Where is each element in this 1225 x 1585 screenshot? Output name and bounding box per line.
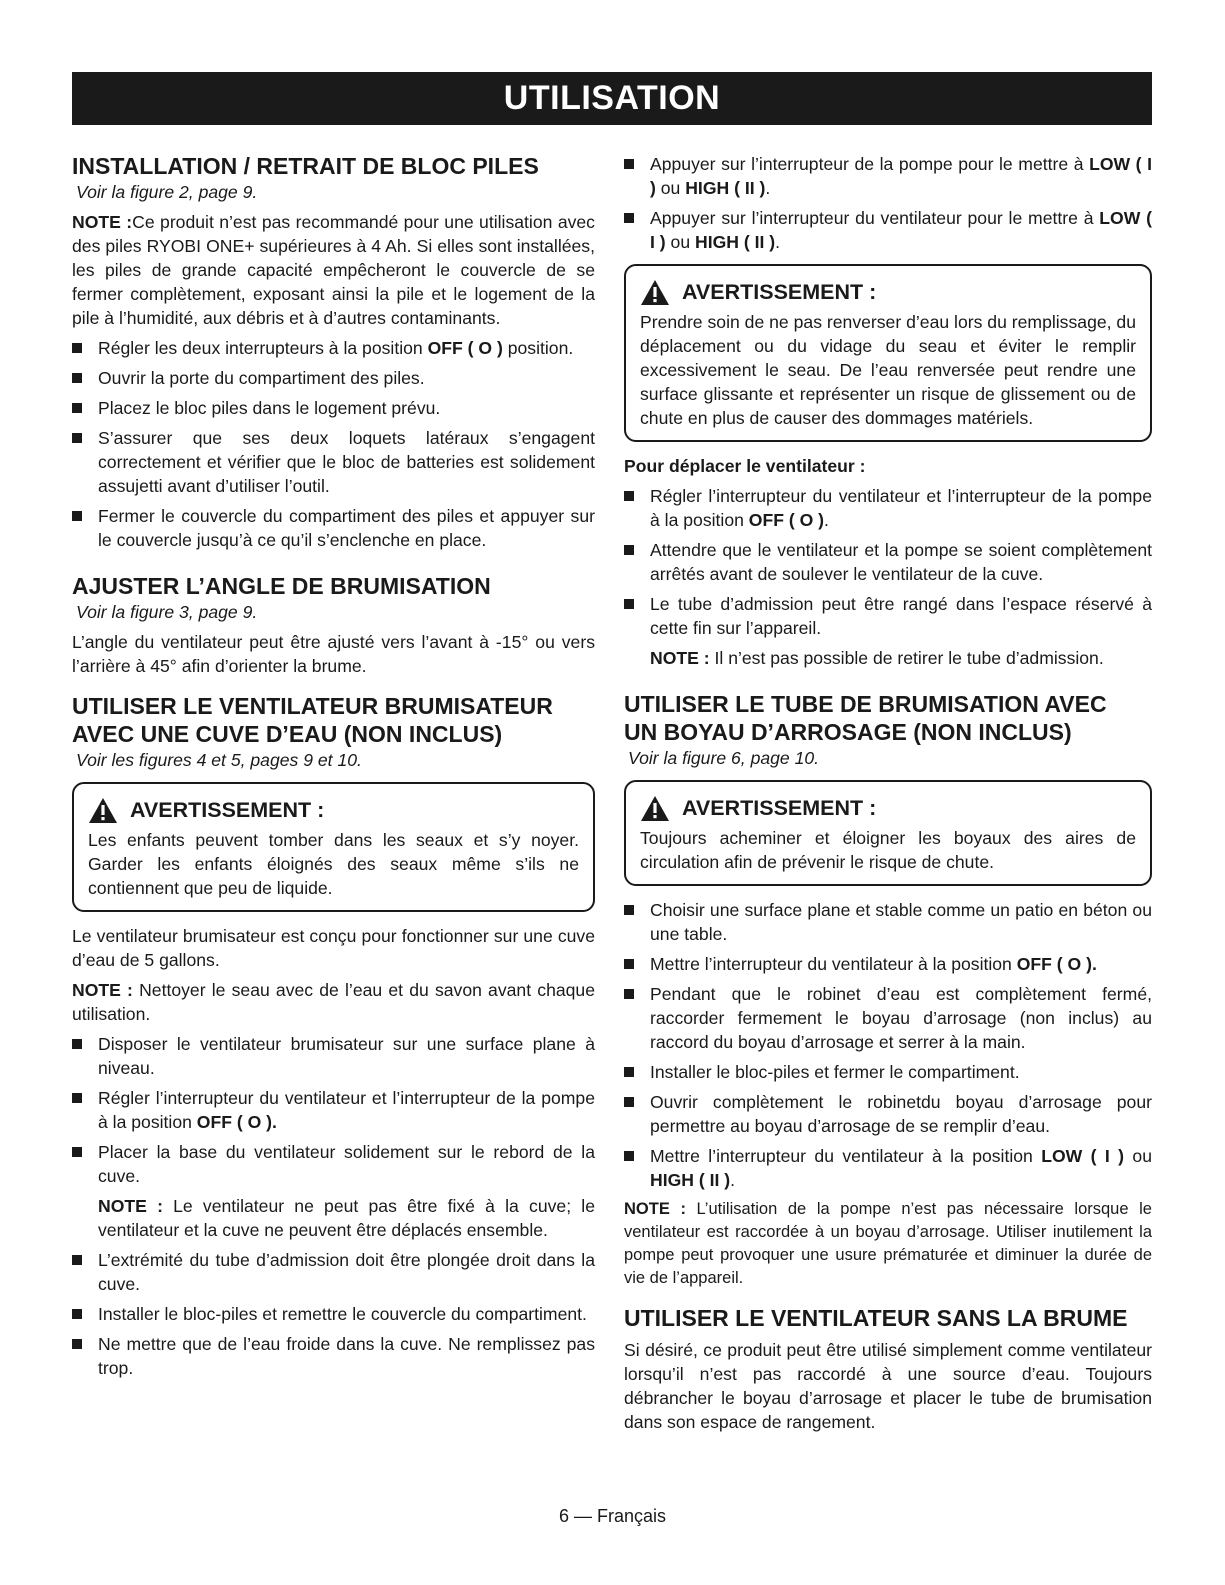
warning-header bbox=[640, 278, 1136, 306]
note-text: Le ventilateur ne peut pas être fixé à la cuve; le ventilateur et la cuve ne peuvent être déplacés ensemble. bbox=[98, 1196, 595, 1240]
square-bullet-icon bbox=[624, 989, 634, 999]
list-item bbox=[72, 1332, 595, 1380]
warning-box bbox=[624, 264, 1152, 442]
list-text: ou bbox=[1124, 1146, 1152, 1166]
heading-line: UN BOYAU D’ARROSAGE (NON INCLUS) bbox=[624, 719, 1072, 745]
note-label: NOTE : bbox=[72, 212, 133, 232]
list-text: Régler l’interrupteur du ventilateur et l’interrupteur de la pompe à la position bbox=[650, 486, 1152, 530]
heading-cuve bbox=[72, 692, 595, 748]
square-bullet-icon bbox=[624, 1151, 634, 1161]
list-text: Pendant que le robinet d’eau est complètement fermé, raccorder fermement le boyau d’arrosage (non inclus) au raccord du boyau d’arrosage et serrer à la main. bbox=[650, 984, 1152, 1052]
figure-reference: Voir les figures 4 et 5, pages 9 et 10. bbox=[76, 750, 362, 770]
switch-position: OFF ( O ). bbox=[196, 1112, 277, 1132]
list-text: Installer le bloc-piles et fermer le compartiment. bbox=[650, 1062, 1020, 1082]
list-text: Régler l’interrupteur du ventilateur et l’interrupteur de la pompe à la position bbox=[98, 1088, 595, 1132]
list-text: Choisir une surface plane et stable comme un patio en béton ou une table. bbox=[650, 900, 1152, 944]
list-item bbox=[72, 396, 595, 420]
heading-line: UTILISER LE VENTILATEUR BRUMISATEUR bbox=[72, 693, 553, 719]
paragraph: Si désiré, ce produit peut être utilisé simplement comme ventilateur lorsqu’il n’est pas raccordé à une source d’eau. Toujours débrancher le boyau d’arrosage et placer le tube de brumisation dans son espace de rangement. bbox=[624, 1340, 1152, 1432]
warning-triangle-icon bbox=[88, 797, 118, 824]
list-item bbox=[72, 1032, 595, 1080]
switch-position: LOW ( I ) bbox=[650, 154, 1153, 198]
list-text: Installer le bloc-piles et remettre le couvercle du compartiment. bbox=[98, 1304, 587, 1324]
square-bullet-icon bbox=[72, 433, 82, 443]
list-item bbox=[624, 982, 1152, 1054]
switch-position: LOW ( I ) bbox=[1041, 1146, 1125, 1166]
list-item bbox=[72, 336, 595, 360]
note-label: NOTE : bbox=[624, 1200, 686, 1218]
list-text: Mettre l’interrupteur du ventilateur à la position bbox=[650, 1146, 1042, 1166]
list-item bbox=[624, 484, 1152, 532]
list-text: Le tube d’admission peut être rangé dans l’espace réservé à cette fin sur l’appareil. bbox=[650, 594, 1152, 638]
square-bullet-icon bbox=[624, 159, 634, 169]
square-bullet-icon bbox=[624, 905, 634, 915]
list-text: position. bbox=[502, 338, 574, 358]
square-bullet-icon bbox=[72, 1093, 82, 1103]
list-text: Appuyer sur l’interrupteur du ventilateur pour le mettre à bbox=[650, 208, 1100, 228]
list-text: Placez le bloc piles dans le logement prévu. bbox=[98, 398, 441, 418]
switch-position: HIGH ( II ) bbox=[685, 178, 766, 198]
warning-text: Prendre soin de ne pas renverser d’eau lors du remplissage, du déplacement ou du vidage du seau et éviter le remplir excessivement le seau. De l’eau renversée peut rendre une surface glissante et représenter un risque de glissement ou de chute en plus de causer des dommages matériels. bbox=[640, 312, 1136, 428]
list-text: . bbox=[775, 232, 781, 252]
warning-title: AVERTISSEMENT : bbox=[130, 798, 325, 822]
list-item bbox=[624, 1144, 1152, 1192]
heading-sans-brume: UTILISER LE VENTILATEUR SANS LA BRUME bbox=[624, 1305, 1128, 1331]
list-text: ou bbox=[655, 178, 686, 198]
warning-text: Les enfants peuvent tomber dans les seaux et s’y noyer. Garder les enfants éloignés des seaux même s’ils ne contiennent que peu de liquide. bbox=[88, 830, 579, 898]
subheading-move: Pour déplacer le ventilateur : bbox=[624, 456, 866, 476]
list-text: . bbox=[765, 178, 771, 198]
switch-position: HIGH ( II ) bbox=[695, 232, 776, 252]
square-bullet-icon bbox=[624, 1097, 634, 1107]
list-text: Ouvrir complètement le robinetdu boyau d’arrosage pour permettre au boyau d’arrosage de se remplir d’eau. bbox=[650, 1092, 1152, 1136]
warning-box bbox=[72, 782, 595, 912]
list-item bbox=[624, 538, 1152, 586]
square-bullet-icon bbox=[624, 491, 634, 501]
left-column bbox=[72, 152, 595, 1386]
list-text: Disposer le ventilateur brumisateur sur une surface plane à niveau. bbox=[98, 1034, 595, 1078]
note-label: NOTE : bbox=[650, 648, 710, 668]
list-item bbox=[72, 426, 595, 498]
square-bullet-icon bbox=[624, 545, 634, 555]
square-bullet-icon bbox=[624, 599, 634, 609]
warning-text: Toujours acheminer et éloigner les boyaux des aires de circulation afin de prévenir le risque de chute. bbox=[640, 828, 1136, 872]
list-item bbox=[624, 206, 1152, 254]
note-label: NOTE : bbox=[98, 1196, 163, 1216]
list-item bbox=[72, 504, 595, 552]
list-text: Ouvrir la porte du compartiment des piles. bbox=[98, 368, 425, 388]
switch-position: HIGH ( II ) bbox=[650, 1170, 731, 1190]
switch-position: OFF ( O ). bbox=[1016, 954, 1097, 974]
warning-triangle-icon bbox=[640, 795, 670, 822]
warning-title: AVERTISSEMENT : bbox=[682, 280, 877, 304]
note-paragraph bbox=[624, 1198, 1152, 1290]
figure-reference: Voir la figure 6, page 10. bbox=[628, 748, 820, 768]
heading-installation: INSTALLATION / RETRAIT DE BLOC PILES bbox=[72, 153, 539, 179]
list-item bbox=[624, 1090, 1152, 1138]
list-item bbox=[72, 1302, 595, 1326]
list-text: Mettre l’interrupteur du ventilateur à la position bbox=[650, 954, 1017, 974]
square-bullet-icon bbox=[72, 1339, 82, 1349]
figure-reference: Voir la figure 2, page 9. bbox=[76, 182, 258, 202]
note-text: Il n’est pas possible de retirer le tube d’admission. bbox=[709, 648, 1104, 668]
list-text: Placer la base du ventilateur solidement sur le rebord de la cuve. bbox=[98, 1142, 595, 1186]
square-bullet-icon bbox=[72, 343, 82, 353]
square-bullet-icon bbox=[72, 373, 82, 383]
square-bullet-icon bbox=[72, 1309, 82, 1319]
list-text: Appuyer sur l’interrupteur de la pompe pour le mettre à bbox=[650, 154, 1090, 174]
list-text: S’assurer que ses deux loquets latéraux s’engagent correctement et vérifier que le bloc de batteries est solidement assujetti avant d’utiliser l’outil. bbox=[98, 428, 595, 496]
square-bullet-icon bbox=[624, 959, 634, 969]
note-text: Nettoyer le seau avec de l’eau et du savon avant chaque utilisation. bbox=[72, 980, 595, 1024]
list-item bbox=[72, 366, 595, 390]
square-bullet-icon bbox=[624, 213, 634, 223]
list-text: Fermer le couvercle du compartiment des piles et appuyer sur le couvercle jusqu’à ce qu’il s’enclenche en place. bbox=[98, 506, 595, 550]
square-bullet-icon bbox=[72, 511, 82, 521]
square-bullet-icon bbox=[72, 1255, 82, 1265]
list-item bbox=[72, 1248, 595, 1296]
list-item bbox=[72, 1140, 595, 1188]
figure-reference: Voir la figure 3, page 9. bbox=[76, 602, 258, 622]
section-banner: UTILISATION bbox=[72, 72, 1152, 125]
note-paragraph bbox=[624, 646, 1152, 670]
switch-position: OFF ( O ) bbox=[748, 510, 825, 530]
note-text: Ce produit n’est pas recommandé pour une utilisation avec des piles RYOBI ONE+ supérieures à 4 Ah. Si elles sont installées, les piles de grande capacité empêcheront le couvercle de se fermer complètement, exposant ainsi la pile et le logement de la pile à l’humidité, aux débris et à d’autres contaminants. bbox=[72, 212, 595, 328]
list-item bbox=[624, 152, 1152, 200]
note-paragraph bbox=[72, 1194, 595, 1242]
square-bullet-icon bbox=[72, 1147, 82, 1157]
heading-line: UTILISER LE TUBE DE BRUMISATION AVEC bbox=[624, 691, 1107, 717]
list-text: Ne mettre que de l’eau froide dans la cuve. Ne remplissez pas trop. bbox=[98, 1334, 595, 1378]
note-label: NOTE : bbox=[72, 980, 133, 1000]
switch-position: OFF ( O ) bbox=[427, 338, 503, 358]
note-paragraph bbox=[72, 210, 595, 330]
list-text: Attendre que le ventilateur et la pompe se soient complètement arrêtés avant de soulever le ventilateur de la cuve. bbox=[650, 540, 1152, 584]
list-text: Régler les deux interrupteurs à la position bbox=[98, 338, 428, 358]
list-text: L’extrémité du tube d’admission doit être plongée droit dans la cuve. bbox=[98, 1250, 595, 1294]
warning-box bbox=[624, 780, 1152, 886]
warning-header bbox=[88, 796, 579, 824]
paragraph: Le ventilateur brumisateur est conçu pour fonctionner sur une cuve d’eau de 5 gallons. bbox=[72, 926, 595, 970]
list-item bbox=[624, 1060, 1152, 1084]
list-item bbox=[624, 952, 1152, 976]
note-text: L’utilisation de la pompe n’est pas nécessaire lorsque le ventilateur est raccordée à un boyau d’arrosage. Utiliser inutilement la pompe peut provoquer une usure prématurée et diminuer la durée de vie de l’appareil. bbox=[624, 1200, 1152, 1287]
list-item bbox=[72, 1086, 595, 1134]
list-text: ou bbox=[665, 232, 695, 252]
warning-header bbox=[640, 794, 1136, 822]
angle-paragraph: L’angle du ventilateur peut être ajusté vers l’avant à -15° ou vers l’arrière à 45° afin d’orienter la brume. bbox=[72, 632, 595, 676]
warning-title: AVERTISSEMENT : bbox=[682, 796, 877, 820]
list-text: . bbox=[824, 510, 829, 530]
page-footer: 6 — Français bbox=[558, 1506, 667, 1526]
heading-line: AVEC UNE CUVE D’EAU (NON INCLUS) bbox=[72, 721, 503, 747]
square-bullet-icon bbox=[72, 403, 82, 413]
switch-position: LOW ( I ) bbox=[650, 208, 1152, 252]
list-item bbox=[624, 898, 1152, 946]
warning-triangle-icon bbox=[640, 279, 670, 306]
right-column bbox=[624, 152, 1152, 1434]
list-text: . bbox=[730, 1170, 736, 1190]
note-paragraph bbox=[72, 978, 595, 1026]
heading-angle: AJUSTER L’ANGLE DE BRUMISATION bbox=[72, 573, 491, 599]
heading-boyau bbox=[624, 690, 1152, 746]
square-bullet-icon bbox=[72, 1039, 82, 1049]
list-item bbox=[624, 592, 1152, 640]
square-bullet-icon bbox=[624, 1067, 634, 1077]
